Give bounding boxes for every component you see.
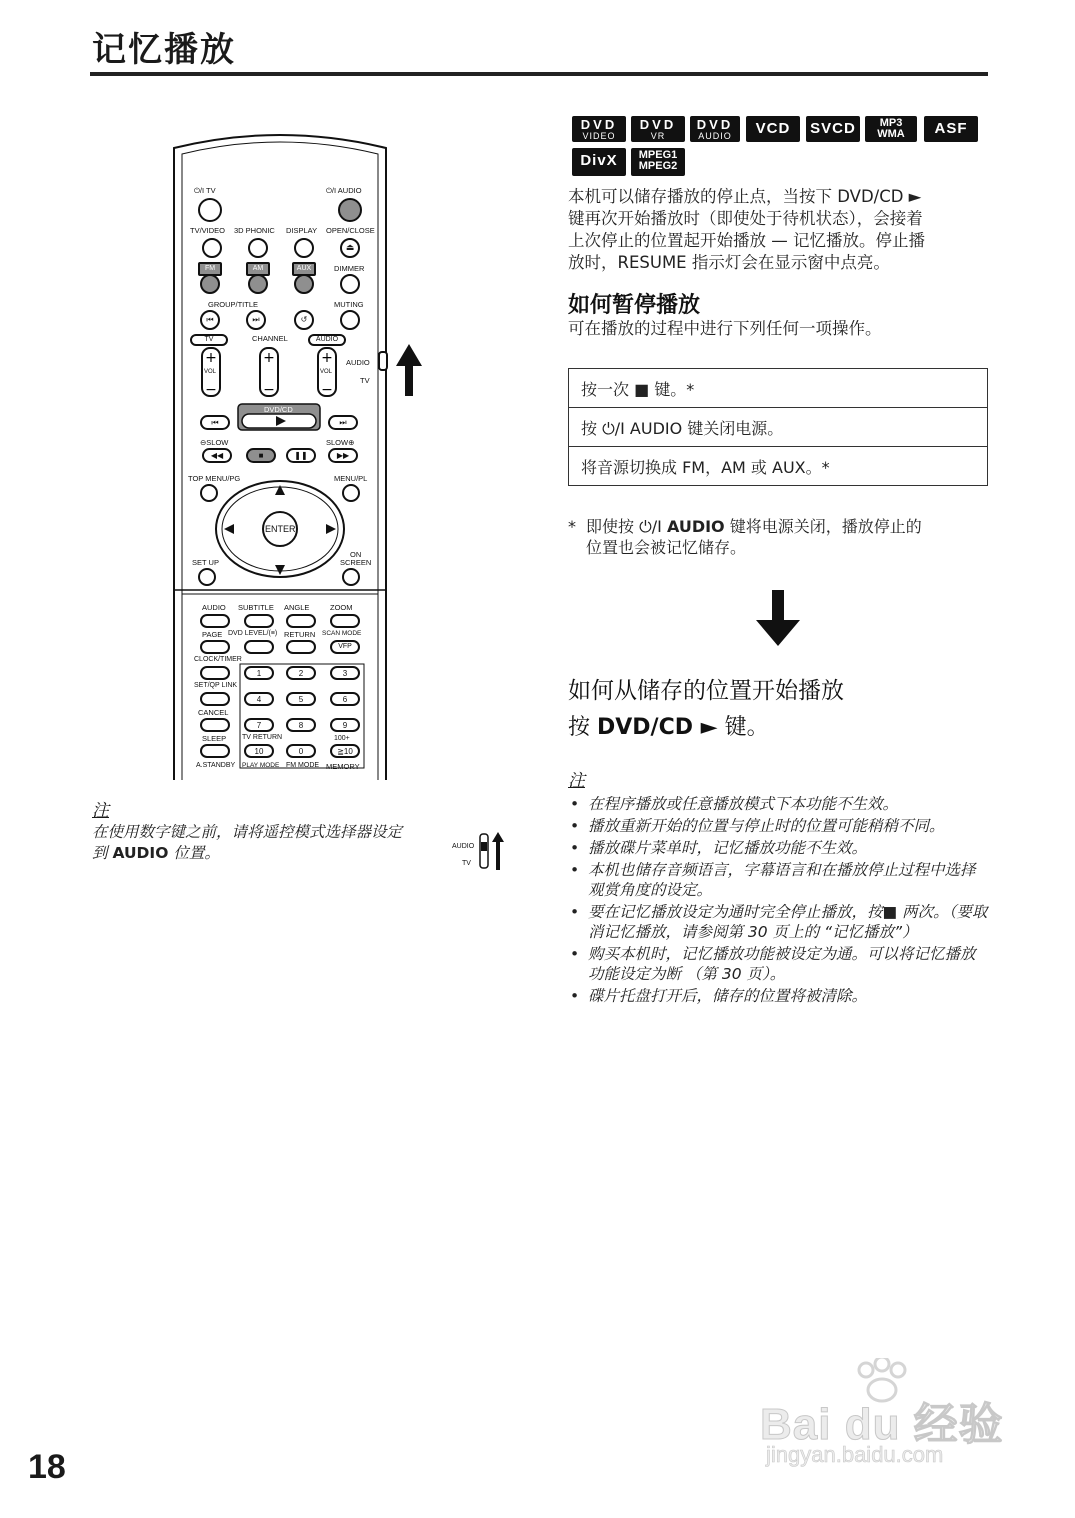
list-item: • 播放碟片菜单时，记忆播放功能不生效。	[568, 838, 988, 858]
page-label: PAGE	[202, 630, 223, 639]
subtitle-label: SUBTITLE	[238, 603, 274, 612]
dvd-level-label: DVD LEVEL/(≡)	[228, 630, 278, 637]
phonic-button	[248, 238, 268, 258]
slow-right-label: SLOW⊕	[326, 438, 355, 447]
notes-heading: 注	[568, 771, 585, 791]
display-label: DISPLAY	[286, 226, 318, 235]
number-key-2: 2	[286, 666, 316, 680]
badge-dvd-vr: DVD VR	[631, 116, 685, 142]
pause-operations-table	[568, 368, 988, 486]
remote-control-illustration	[172, 128, 388, 780]
resume-heading: 如何从储存的位置开始播放	[568, 678, 844, 704]
pause-icon: ❚❚	[286, 448, 316, 463]
page-key	[200, 640, 230, 654]
skip-forward-icon: ⏭	[328, 415, 358, 430]
screen-label: SCREEN	[340, 558, 372, 567]
scan-mode-label: SCAN MODE	[322, 630, 362, 637]
footnote-text-b: 键将电源关闭，播放停止的	[724, 517, 922, 536]
return-label: RETURN	[284, 630, 316, 639]
number-key-4: 4	[244, 692, 274, 706]
fm-mode-label: FM MODE	[286, 762, 320, 769]
footnote-star: *	[568, 517, 576, 536]
table-row	[569, 369, 988, 408]
tv-video-button	[202, 238, 222, 258]
pause-heading: 如何暂停播放	[568, 293, 701, 318]
zoom-label: ZOOM	[330, 603, 353, 612]
svg-text:+: +	[321, 350, 333, 366]
clock-timer-label: CLOCK/TIMER	[194, 656, 242, 663]
audio-key	[200, 614, 230, 628]
angle-key	[286, 614, 316, 628]
svg-text:−: −	[263, 382, 275, 398]
badge-mp3-wma: MP3 WMA	[865, 116, 917, 142]
svg-text:+: +	[263, 350, 275, 366]
intro-line-1: 本机可以储存播放的停止点，当按下 DVD/CD ►	[568, 187, 922, 206]
number-key-5: 5	[286, 692, 316, 706]
watermark-brand: Bai du 经验	[760, 1400, 1004, 1449]
resume-instruction-b: 键。	[717, 715, 769, 740]
play-mode-label: PLAY MODE	[242, 762, 280, 769]
sleep-label: SLEEP	[202, 734, 227, 743]
watermark-url: jingyan.baidu.com	[766, 1442, 944, 1467]
am-key-label: AM	[246, 262, 270, 276]
sleep-key	[200, 744, 230, 758]
list-item: • 本机也储存音频语言，字幕语言和在播放停止过程中选择观赏角度的设定。	[568, 860, 988, 900]
left-note-text	[92, 822, 452, 864]
left-note-text-b: 到	[92, 844, 108, 862]
power-tv-label: ⏻/I TV	[194, 186, 216, 195]
return-arrow-icon: ↺	[294, 310, 314, 330]
intro-line-4: 放时，RESUME 指示灯会在显示窗中点亮。	[568, 253, 890, 272]
on-screen-button	[342, 568, 360, 586]
intro-line-2: 键再次开始播放时（即使处于待机状态），会接着	[568, 209, 923, 228]
enter-label: ENTER	[265, 524, 296, 534]
display-button	[294, 238, 314, 258]
clock-timer-key	[200, 666, 230, 680]
dvdcd-label: DVD/CD	[264, 405, 293, 414]
number-key-1: 1	[244, 666, 274, 680]
aux-key-label: AUX	[292, 262, 316, 276]
badge-divx: DivX	[572, 148, 626, 176]
power-audio-label: ⏻/I AUDIO	[326, 186, 362, 195]
badge-asf: ASF	[924, 116, 978, 142]
pause-subtitle: 可在播放的过程中进行下列任何一项操作。	[568, 319, 882, 338]
page-title: 记忆播放	[92, 30, 236, 70]
menu-pl-label: MENU/PL	[334, 474, 368, 483]
number-key-0: 0	[286, 744, 316, 758]
zoom-key	[330, 614, 360, 628]
dimmer-button	[340, 274, 360, 294]
memory-label: MEMORY	[326, 762, 360, 771]
skip-back-icon: ⏮	[200, 415, 230, 430]
badge-mpeg: MPEG1 MPEG2	[631, 148, 685, 176]
group-prev-icon: ⏮	[200, 310, 220, 330]
return-key	[286, 640, 316, 654]
pause-footnote	[568, 516, 988, 558]
vol-audio-label: VOL	[320, 369, 333, 375]
dvd-level-key	[244, 640, 274, 654]
number-key-10: 10	[244, 744, 274, 758]
audio-mode-label: AUDIO	[308, 334, 346, 346]
switch-audio-label: AUDIO	[346, 358, 370, 367]
setup-label: SET UP	[192, 558, 219, 567]
left-note-heading: 注	[92, 801, 109, 821]
channel-label: CHANNEL	[252, 334, 288, 343]
list-item: • 要在记忆播放设定为通时完全停止播放，按■ 两次。（要取消记忆播放，请参阅第 30 页上的 “记忆播放”）	[568, 902, 988, 942]
fm-key-label: FM	[198, 262, 222, 276]
open-close-label: OPEN/CLOSE	[326, 226, 375, 235]
left-note-text-a: 在使用数字键之前，请将遥控模式选择器设定	[92, 823, 403, 841]
setup-button	[198, 568, 216, 586]
switch-tv-label: TV	[360, 376, 370, 385]
list-item: • 碟片托盘打开后，储存的位置将被清除。	[568, 986, 988, 1006]
resume-instruction-bold: DVD/CD ►	[597, 715, 718, 740]
small-switch-tv-label: TV	[462, 860, 471, 867]
arrow-up-icon	[396, 344, 422, 396]
group-next-icon: ⏭	[246, 310, 266, 330]
stop-icon: ■	[246, 448, 276, 463]
resume-instruction-a: 按	[568, 715, 597, 740]
notes-list	[568, 794, 988, 1008]
number-key-10-plus: ≧10	[330, 744, 360, 758]
list-item: • 播放重新开始的位置与停止时的位置可能稍稍不同。	[568, 816, 988, 836]
badge-dvd-audio: DVD AUDIO	[690, 116, 740, 142]
cancel-label: CANCEL	[198, 708, 229, 717]
mode-switch-icon	[478, 830, 508, 872]
number-key-6: 6	[330, 692, 360, 706]
tv-video-label: TV/VIDEO	[190, 226, 226, 235]
cancel-key	[200, 718, 230, 732]
dimmer-label: DIMMER	[334, 264, 365, 273]
audio-button-label: AUDIO	[202, 603, 226, 612]
eject-icon: ⏏	[340, 238, 360, 258]
badge-vcd: VCD	[746, 116, 800, 142]
left-note-audio: AUDIO	[112, 844, 169, 862]
subtitle-key	[244, 614, 274, 628]
badge-dvd-video: DVD VIDEO	[572, 116, 626, 142]
footnote-text-c: 位置也会被记忆储存。	[586, 538, 747, 557]
left-note-text-c: 位置。	[173, 844, 220, 862]
table-cell: 将音源切换成 FM，AM 或 AUX。*	[569, 447, 988, 486]
angle-label: ANGLE	[284, 603, 310, 612]
am-button	[248, 274, 268, 294]
fast-forward-icon: ▶▶	[328, 448, 358, 463]
menu-pl-button	[342, 484, 360, 502]
vol-tv-label: VOL	[204, 369, 217, 375]
footnote-text-a: 即使按 ⏻/I	[586, 517, 667, 536]
hundred-plus-label: 100+	[334, 735, 350, 742]
svg-text:−: −	[205, 382, 217, 398]
slow-left-label: ⊖SLOW	[200, 438, 229, 447]
arrow-down-icon	[756, 590, 800, 646]
baidu-watermark	[760, 1358, 1020, 1478]
svg-text:+: +	[205, 350, 217, 366]
fm-button	[200, 274, 220, 294]
phonic-label: 3D PHONIC	[234, 226, 275, 235]
muting-button	[340, 310, 360, 330]
group-title-label: GROUP/TITLE	[208, 300, 259, 309]
svg-text:−: −	[321, 382, 333, 398]
tv-return-label: TV RETURN	[242, 734, 283, 741]
muting-label: MUTING	[334, 300, 364, 309]
table-cell: 按 ⏻/I AUDIO 键关闭电源。	[569, 408, 988, 447]
aux-button	[294, 274, 314, 294]
intro-line-3: 上次停止的位置起开始播放 — 记忆播放。停止播	[568, 231, 925, 250]
tv-mode-label: TV	[190, 334, 228, 346]
astandby-label: A.STANDBY	[196, 762, 236, 769]
vfp-key: VFP	[330, 640, 360, 654]
resume-instruction	[568, 710, 769, 741]
number-key-3: 3	[330, 666, 360, 680]
footnote-bold: AUDIO	[666, 517, 725, 536]
badge-svcd: SVCD	[806, 116, 860, 142]
setqp-link-key	[200, 692, 230, 706]
number-key-8: 8	[286, 718, 316, 732]
number-key-7: 7	[244, 718, 274, 732]
table-row	[569, 447, 988, 486]
page-number: 18	[28, 1448, 66, 1486]
small-switch-audio-label: AUDIO	[452, 843, 475, 850]
top-menu-label: TOP MENU/PG	[188, 474, 241, 483]
setqp-link-label: SET/QP LINK	[194, 682, 238, 689]
intro-text	[568, 186, 988, 274]
list-item: • 购买本机时，记忆播放功能被设定为通。可以将记忆播放功能设定为断 （第 30 页）。	[568, 944, 988, 984]
table-cell: 按一次 ■ 键。*	[569, 369, 988, 408]
on-label: ON	[350, 550, 362, 559]
rewind-icon: ◀◀	[202, 448, 232, 463]
list-item: • 在程序播放或任意播放模式下本功能不生效。	[568, 794, 988, 814]
table-row	[569, 408, 988, 447]
title-rule	[90, 72, 988, 76]
number-key-9: 9	[330, 718, 360, 732]
top-menu-button	[200, 484, 218, 502]
power-audio-button	[338, 198, 362, 222]
power-tv-button	[198, 198, 222, 222]
